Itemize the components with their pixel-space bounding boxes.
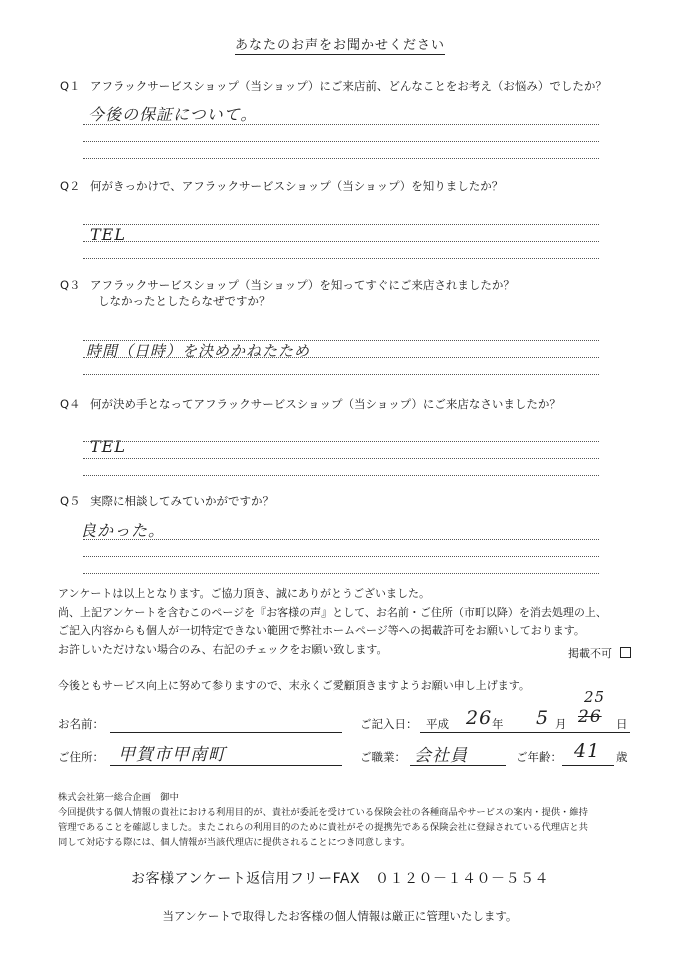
question-2: Q２ 何がきっかけで、アフラックサービスショップ（当ショップ）を知りましたか？ <box>60 179 504 193</box>
answer-line <box>83 374 599 375</box>
address-field[interactable]: 甲賀市甲南町 <box>118 745 226 765</box>
name-underline <box>110 732 342 733</box>
answer-line <box>83 573 599 574</box>
address-underline <box>110 765 342 766</box>
date-underline <box>420 732 630 733</box>
day-unit: 日 <box>616 717 628 731</box>
address-label: ご住所： <box>58 750 104 764</box>
era-label: 平成 <box>426 717 449 731</box>
age-label: ご年齢： <box>516 750 562 764</box>
answer-line <box>83 258 599 259</box>
answer-line <box>83 475 599 476</box>
page-title: あなたのお声をお聞かせください <box>234 38 445 53</box>
checkbox-icon[interactable] <box>620 647 631 658</box>
month-unit: 月 <box>555 717 567 731</box>
day-corrected-value[interactable]: 25 <box>584 688 606 706</box>
answer-4[interactable]: TEL <box>90 437 126 456</box>
privacy-footer: 当アンケートで取得したお客様の個人情報は厳正に管理いたします。 <box>162 909 518 923</box>
fax-number[interactable]: ０１２０－１４０－５５４ <box>374 871 549 887</box>
answer-5[interactable]: 良かった。 <box>80 521 166 540</box>
answer-line <box>83 340 599 341</box>
answer-line <box>83 241 599 242</box>
job-field[interactable]: 会社員 <box>414 746 468 766</box>
answer-3[interactable]: 時間（日時）を決めかねたため <box>86 342 311 360</box>
year-value[interactable]: 26 <box>466 707 493 729</box>
age-unit: 歳 <box>616 750 628 764</box>
answer-line <box>83 556 599 557</box>
opt-out-checkbox[interactable]: 掲載不可 <box>568 645 631 661</box>
job-label: ご職業： <box>360 750 406 764</box>
consent-text: 株式会社第一総合企画 御中 今回提供する個人情報の貴社における利用目的が、貴社が委託を受けている保険会社の各種商品やサービスの案内・提供・維持 管理であることを確認しました。またこれらの利用目的のために貴社がその提携先である保険会社に登録されている代理店と共 同して対応する際には、個人情報が当該代理店に提供されることにつき同意します。 <box>58 792 588 848</box>
age-underline <box>562 765 614 766</box>
answer-line <box>83 224 599 225</box>
question-1: Q１ アフラックサービスショップ（当ショップ）にご来店前、どんなことをお考え（お悩み）でしたか？ <box>60 79 607 93</box>
question-5: Q５ 実際に相談してみていかがですか？ <box>60 494 274 508</box>
answer-line <box>83 158 599 159</box>
fax-info: お客様アンケート返信用フリーFAX ０１２０－１４０－５５４ <box>131 871 549 887</box>
month-value[interactable]: 5 <box>536 707 550 729</box>
name-label: お名前： <box>58 717 104 731</box>
notice: アンケートは以上となります。ご協力頂き、誠にありがとうございました。 尚、上記アンケートを含むこのページを『お客様の声』として、お名前・ご住所（市町以降）を消去処理の上、 ご記入内容からも個人が一切特定できない範囲で弊社ホームページ等への掲載許可をお願いしております。 お許しいただけない場合のみ、右記のチェックをお願い致します。 <box>58 587 607 656</box>
answer-line <box>83 458 599 459</box>
day-struck-value: 26 <box>578 707 602 727</box>
question-4: Q４ 何が決め手となってアフラックサービスショップ（当ショップ）にご来店なさいましたか？ <box>60 397 561 411</box>
age-field[interactable]: 41 <box>574 740 601 762</box>
answer-2[interactable]: TEL <box>90 225 126 244</box>
year-unit: 年 <box>492 717 504 731</box>
answer-line <box>83 357 599 358</box>
answer-line <box>83 441 599 442</box>
date-label: ご記入日： <box>360 717 418 731</box>
question-3: Q３ アフラックサービスショップ（当ショップ）を知ってすぐにご来店されましたか？ <box>60 278 515 292</box>
closing-text: 今後ともサービス向上に努めて参りますので、末永くご愛顧頂きますようお願い申し上げます。 <box>58 679 530 692</box>
question-3-line2: しなかったとしたらなぜですか？ <box>98 294 271 308</box>
answer-line <box>83 124 599 125</box>
answer-line <box>83 539 599 540</box>
answer-line <box>83 141 599 142</box>
answer-1[interactable]: 今後の保証について。 <box>88 105 258 124</box>
